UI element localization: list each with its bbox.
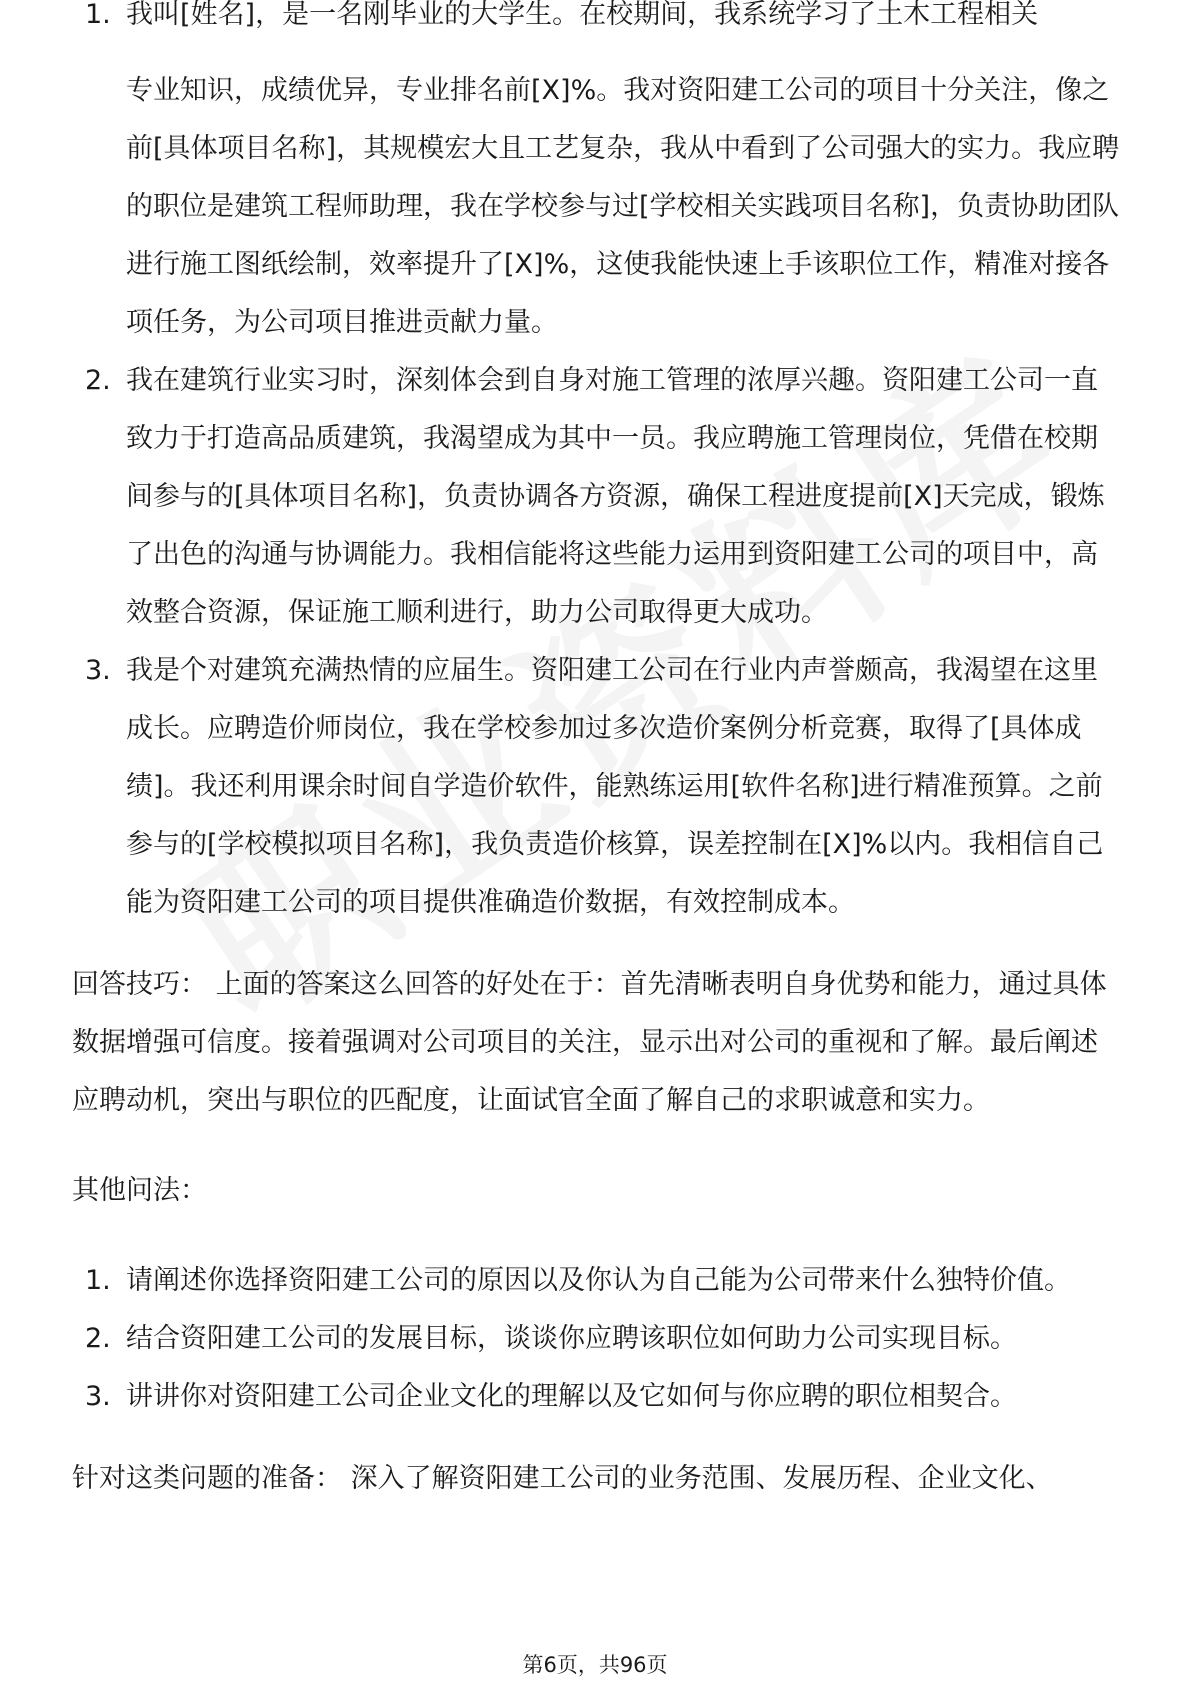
- other-question-3: [72, 1368, 1122, 1426]
- list-item-text: 我在建筑行业实习时，深刻体会到自身对施工管理的浓厚兴趣。资阳建工公司一直致力于打造高品质建筑，我渴望成为其中一员。我应聘施工管理岗位，凭借在校期间参与的[具体项目名称]，负责协调各方资源，确保工程进度提前[X]天完成，锻炼了出色的沟通与协调能力。我相信能将这些能力运用到资阳建工公司的项目中，高效整合资源，保证施工顺利进行，助力公司取得更大成功。: [126, 365, 1105, 628]
- page-content: [72, 0, 1122, 1508]
- answers-list: [72, 62, 1122, 932]
- list-number: 1.: [85, 1265, 111, 1296]
- list-number: 2.: [85, 1323, 111, 1354]
- answer-item-2: [72, 352, 1122, 642]
- other-question-1: [72, 1252, 1122, 1310]
- answer-item-3: [72, 642, 1122, 932]
- list-number: 3.: [85, 655, 111, 686]
- list-number: 3.: [85, 1381, 111, 1412]
- answer-tips: 回答技巧： 上面的答案这么回答的好处在于：首先清晰表明自身优势和能力，通过具体数据增强可信度。接着强调对公司项目的关注，显示出对公司的重视和了解。最后阐述应聘动机，突出与职位的匹配度，让面试官全面了解自己的求职诚意和实力。: [72, 969, 1107, 1116]
- other-questions-list: [72, 1252, 1122, 1426]
- preparation-paragraph: 针对这类问题的准备： 深入了解资阳建工公司的业务范围、发展历程、企业文化、: [72, 1463, 1053, 1494]
- answer-item-1-continued: [72, 62, 1122, 352]
- list-item-text: 讲讲你对资阳建工公司企业文化的理解以及它如何与你应聘的职位相契合。: [126, 1381, 1017, 1412]
- page-number: 第6页，共96页: [522, 1653, 668, 1677]
- clipped-text: 我叫[姓名]，是一名刚毕业的大学生。在校期间，我系统学习了土木工程相关: [126, 0, 1039, 30]
- list-item-text: 结合资阳建工公司的发展目标，谈谈你应聘该职位如何助力公司实现目标。: [126, 1323, 1017, 1354]
- list-number: 1.: [85, 0, 111, 30]
- list-number: 2.: [85, 365, 111, 396]
- list-item-text: 专业知识，成绩优异，专业排名前[X]%。我对资阳建工公司的项目十分关注，像之前[具体项目名称]，其规模宏大且工艺复杂，我从中看到了公司强大的实力。我应聘的职位是建筑工程师助理，我在学校参与过[学校相关实践项目名称]，负责协助团队进行施工图纸绘制，效率提升了[X]%，这使我能快速上手该职位工作，精准对接各项任务，为公司项目推进贡献力量。: [126, 75, 1120, 338]
- list-item-text: 请阐述你选择资阳建工公司的原因以及你认为自己能为公司带来什么独特价值。: [126, 1265, 1071, 1296]
- other-questions-heading: 其他问法：: [72, 1175, 207, 1206]
- other-question-2: [72, 1310, 1122, 1368]
- answer-item-1-clipped-line: [72, 0, 1122, 62]
- list-item-text: 我是个对建筑充满热情的应届生。资阳建工公司在行业内声誉颇高，我渴望在这里成长。应聘造价师岗位，我在学校参加过多次造价案例分析竞赛，取得了[具体成绩]。我还利用课余时间自学造价软件，能熟练运用[软件名称]进行精准预算。之前参与的[学校模拟项目名称]，我负责造价核算，误差控制在[X]%以内。我相信自己能为资阳建工公司的项目提供准确造价数据，有效控制成本。: [126, 655, 1104, 918]
